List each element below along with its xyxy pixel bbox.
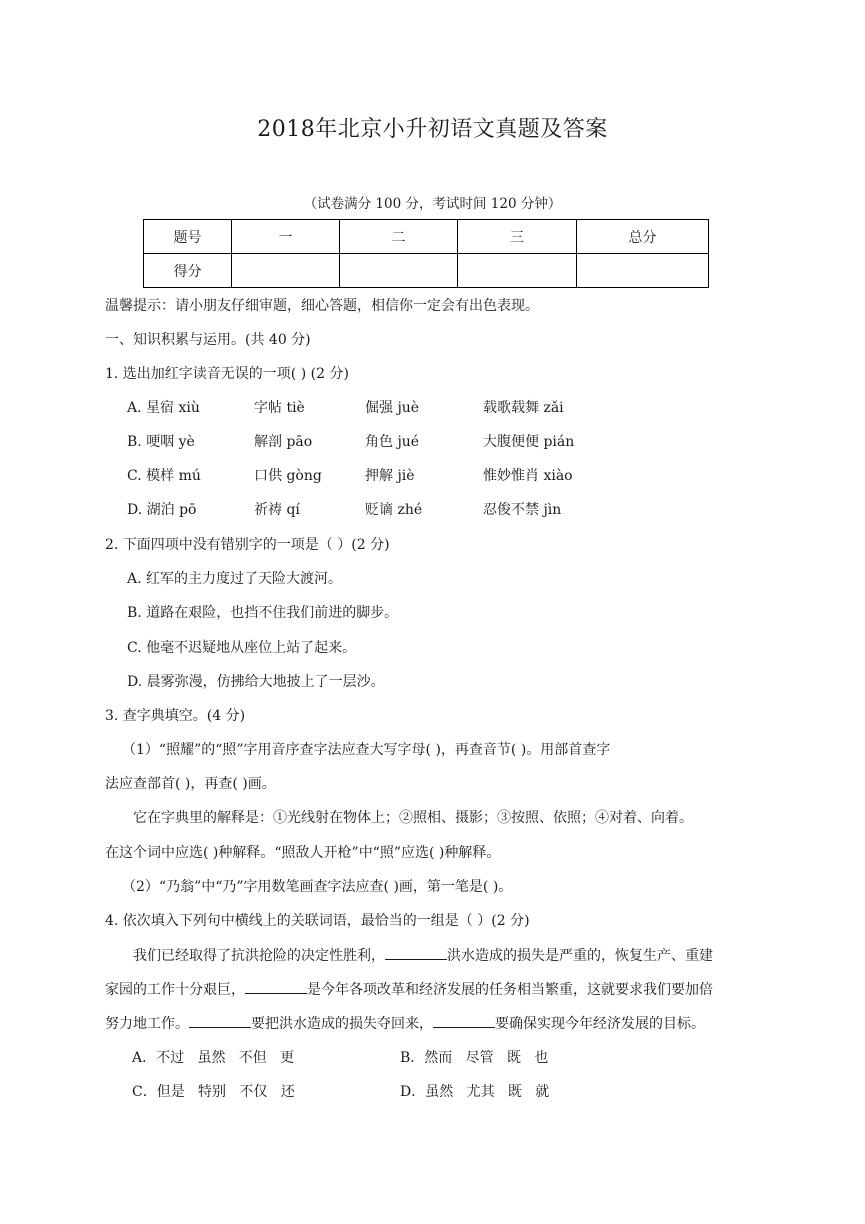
question-1-stem: 1. 选出加红字读音无误的一项( ) (2 分) [105,366,349,382]
question-3-definition-line1: 它在字典里的解释是：①光线射在物体上；②照相、摄影；③按照、依照；④对着、向着。 [133,810,693,826]
score-cell[interactable] [577,254,709,288]
fill-blank[interactable] [245,979,307,994]
question-2-option-b[interactable]: B. 道路在艰险，也挡不住我们前进的脚步。 [127,605,399,621]
question-4-option-b[interactable]: B．然而 尽管 既 也 [400,1050,549,1066]
question-2-option-a[interactable]: A. 红军的主力度过了天险大渡河。 [127,571,343,587]
question-4-passage-line3: 努力地工作。 要把洪水造成的损失夺回来， 要确保实现今年经济发展的目标。 [105,1013,705,1034]
question-4-passage-line2: 家园的工作十分艰巨， 是今年各项改革和经济发展的任务相当繁重，这就要求我们要加倍 [105,979,713,1000]
header-cell: 三 [458,220,577,254]
fill-blank[interactable] [189,1013,251,1028]
question-3-definition-line2: 在这个词中应选( )种解释。“照敌人开枪”中“照”应选( )种解释。 [105,845,501,861]
header-cell: 二 [340,220,458,254]
score-cell[interactable] [458,254,577,288]
question-4-option-d[interactable]: D．虽然 尤其 既 就 [400,1084,550,1100]
header-cell: 题号 [144,220,232,254]
score-cell[interactable] [340,254,458,288]
question-4-passage-line1: 我们已经取得了抗洪抢险的决定性胜利， 洪水造成的损失是严重的，恢复生产、重建 [133,945,713,966]
header-cell: 总分 [577,220,709,254]
tip-text: 温馨提示：请小朋友仔细审题，细心答题，相信你一定会有出色表现。 [105,298,539,314]
question-2-stem: 2. 下面四项中没有错别字的一项是（ ）(2 分) [105,537,390,553]
question-1-option-a[interactable]: A. 星宿 xiù 字帖 tiè 倔强 juè 载歌载舞 zǎi [127,400,564,416]
row-label-cell: 得分 [144,254,232,288]
question-4-option-c[interactable]: C．但是 特别 不仅 还 [132,1084,295,1100]
score-table [143,219,709,288]
question-2-option-d[interactable]: D. 晨雾弥漫，仿拂给大地披上了一层沙。 [127,674,385,690]
fill-blank[interactable] [433,1013,495,1028]
fill-blank[interactable] [385,945,447,960]
score-cell[interactable] [232,254,340,288]
question-1-option-c[interactable]: C. 模样 mú 口供 gòng 押解 jiè 惟妙惟肖 xiào [127,468,573,484]
exam-info: （试卷满分 100 分，考试时间 120 分钟） [303,196,562,212]
page-title: 2018年北京小升初语文真题及答案 [257,117,608,142]
question-3-part2: （2）“乃翁”中“乃”字用数笔画查字法应查( )画，第一笔是( )。 [122,879,513,895]
question-3-part1-line1: （1）“照耀”的“照”字用音序查字法应查大写字母( )，再查音节( )。用部首查字 [122,742,611,758]
question-4-option-a[interactable]: A．不过 虽然 不但 更 [132,1050,295,1066]
question-2-option-c[interactable]: C. 他毫不迟疑地从座位上站了起来。 [127,640,357,656]
question-3-part1-line2: 法应查部首( )，再查( )画。 [105,776,276,792]
question-1-option-d[interactable]: D. 湖泊 pō 祈祷 qí 贬谪 zhé 忍俊不禁 jìn [127,502,562,518]
table-row [144,220,709,254]
question-3-stem: 3. 查字典填空。(4 分) [105,708,246,724]
header-cell: 一 [232,220,340,254]
table-row [144,254,709,288]
section-heading: 一、知识积累与运用。(共 40 分) [105,332,311,348]
question-4-stem: 4. 依次填入下列句中横线上的关联词语，最恰当的一组是（ ）(2 分) [105,913,530,929]
question-1-option-b[interactable]: B. 哽咽 yè 解剖 pāo 角色 jué 大腹便便 pián [127,434,575,450]
